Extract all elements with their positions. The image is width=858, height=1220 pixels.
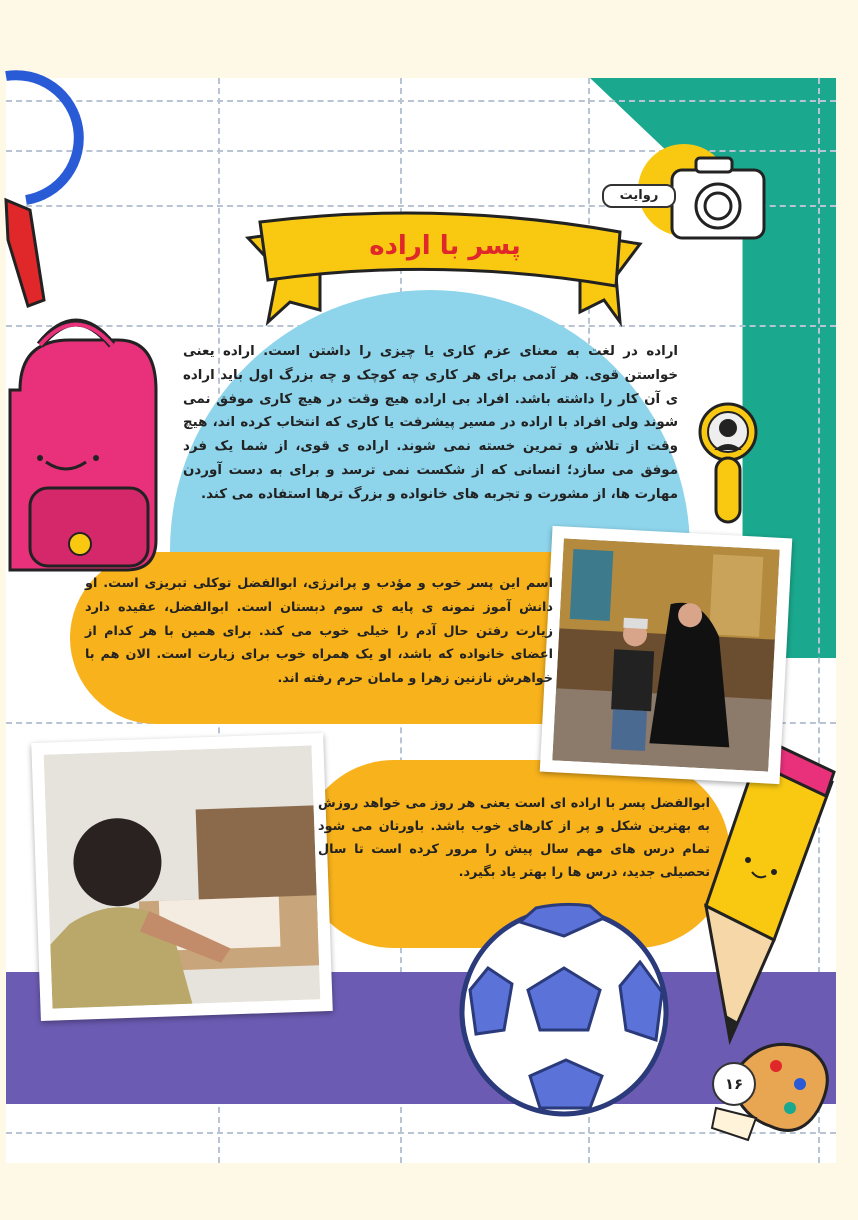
backpack-icon <box>10 323 156 571</box>
shrine-photo <box>540 526 793 784</box>
closing-paragraph: ابوالفضل پسر با اراده ای است یعنی هر روز می خواهد روزش به بهترین شکل و پر از کارهای خوب باشد. باورتان می شود تمام درس های مهم سال پیش را مرور کرده است تا سال تحصیلی جدید، درس ها را بهتر یاد بگیرد. <box>318 796 710 880</box>
page-number: ۱۶ <box>712 1062 756 1106</box>
magnifier-icon <box>6 75 79 306</box>
soccer-ball-icon <box>462 904 666 1114</box>
section-tag: روایت <box>602 184 676 208</box>
author-badge-icon <box>700 404 756 522</box>
description-paragraph: اسم این پسر خوب و مؤدب و پرانرژی، ابوالفضل توکلی تبریزی است. او دانش آموز نمونه ی پایه ی سوم دبستان است. ابوالفضل، عقیده دارد زیارت رفتن حال آدم را خیلی خوب می کند. برای همین با هر کدام از اعضای خانواده که باشد، او یک همراه خوب برای زیارت است. الان هم با خواهرش نازنین زهرا و مامان حرم رفته اند. <box>85 576 553 687</box>
shrine-photo-image <box>552 538 779 771</box>
article-title: پسر با اراده <box>369 231 521 261</box>
studying-photo <box>31 733 333 1021</box>
intro-paragraph: اراده در لغت به معنای عزم کاری یا چیزی را داشتن است. اراده یعنی خواستن قوی. هر آدمی برای هر کاری چه کوچک و چه بزرگ اول باید اراده ی آن کار را داشته باشد. افراد بی اراده هیچ وقت در هیچ کاری موفق نمی شوند ولی افراد با اراده در مسیر پیشرفت یا کاری که انتخاب کرده اند، هیچ وقت از تلاش و تمرین خسته نمی شوند. اراده ی قوی، از شما یک فرد موفق می سازد؛ انسانی که از شکست نمی ترسد و برای به دست آوردن مهارت ها، از مشورت و تجربه های خانواده و بزرگ ترها استفاده می کند. <box>183 344 678 502</box>
studying-photo-image <box>44 745 321 1008</box>
